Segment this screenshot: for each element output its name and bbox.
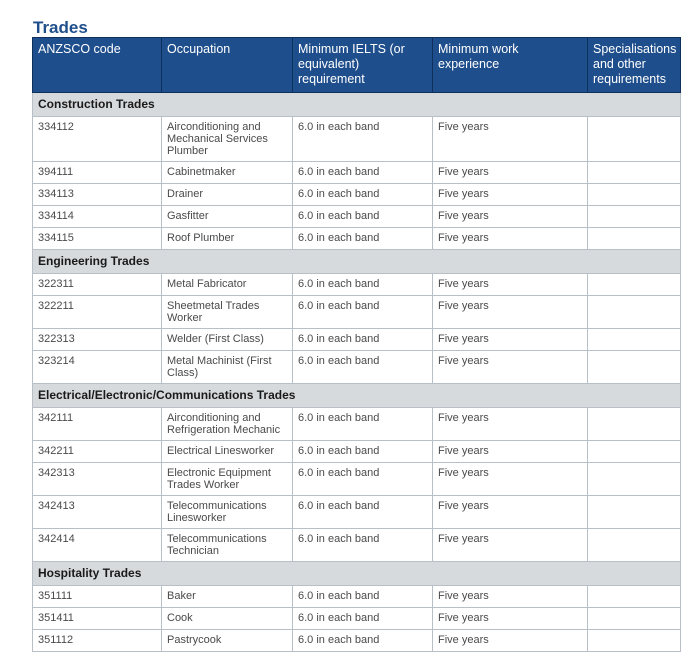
cell-occupation: Airconditioning and Mechanical Services Plumber — [162, 117, 293, 162]
cell-anzsco-code: 322313 — [33, 329, 162, 351]
cell-occupation: Metal Fabricator — [162, 274, 293, 296]
cell-work-experience: Five years — [433, 351, 588, 384]
cell-occupation: Telecommunications Technician — [162, 529, 293, 562]
cell-ielts-requirement: 6.0 in each band — [293, 117, 433, 162]
table-row — [33, 496, 681, 529]
cell-specialisations — [588, 463, 681, 496]
cell-specialisations — [588, 441, 681, 463]
cell-occupation: Roof Plumber — [162, 228, 293, 250]
table-row — [33, 463, 681, 496]
cell-ielts-requirement: 6.0 in each band — [293, 529, 433, 562]
section-header-row — [33, 384, 681, 408]
cell-occupation: Pastrycook — [162, 630, 293, 652]
cell-ielts-requirement: 6.0 in each band — [293, 274, 433, 296]
cell-specialisations — [588, 351, 681, 384]
cell-ielts-requirement: 6.0 in each band — [293, 586, 433, 608]
cell-work-experience: Five years — [433, 441, 588, 463]
cell-work-experience: Five years — [433, 274, 588, 296]
table-row — [33, 608, 681, 630]
cell-specialisations — [588, 608, 681, 630]
cell-occupation: Airconditioning and Refrigeration Mechanic — [162, 408, 293, 441]
cell-anzsco-code: 334112 — [33, 117, 162, 162]
cell-work-experience: Five years — [433, 586, 588, 608]
cell-work-experience: Five years — [433, 496, 588, 529]
cell-specialisations — [588, 162, 681, 184]
cell-specialisations — [588, 296, 681, 329]
cell-anzsco-code: 342414 — [33, 529, 162, 562]
header-anzsco-code: ANZSCO code — [33, 38, 162, 93]
cell-ielts-requirement: 6.0 in each band — [293, 441, 433, 463]
section-title: Hospitality Trades — [33, 562, 681, 586]
trades-table — [32, 37, 681, 652]
cell-anzsco-code: 342111 — [33, 408, 162, 441]
cell-work-experience: Five years — [433, 463, 588, 496]
cell-anzsco-code: 334115 — [33, 228, 162, 250]
cell-ielts-requirement: 6.0 in each band — [293, 206, 433, 228]
cell-anzsco-code: 351411 — [33, 608, 162, 630]
section-header-row — [33, 250, 681, 274]
cell-anzsco-code: 323214 — [33, 351, 162, 384]
cell-specialisations — [588, 529, 681, 562]
section-header-row — [33, 562, 681, 586]
cell-specialisations — [588, 206, 681, 228]
section-title: Construction Trades — [33, 93, 681, 117]
table-row — [33, 529, 681, 562]
cell-occupation: Telecommunications Linesworker — [162, 496, 293, 529]
table-row — [33, 228, 681, 250]
cell-work-experience: Five years — [433, 228, 588, 250]
cell-ielts-requirement: 6.0 in each band — [293, 630, 433, 652]
cell-anzsco-code: 334113 — [33, 184, 162, 206]
cell-specialisations — [588, 630, 681, 652]
cell-anzsco-code: 342413 — [33, 496, 162, 529]
header-work-experience: Minimum work experience — [433, 38, 588, 93]
cell-work-experience: Five years — [433, 608, 588, 630]
table-row — [33, 441, 681, 463]
cell-work-experience: Five years — [433, 408, 588, 441]
table-row — [33, 351, 681, 384]
cell-occupation: Baker — [162, 586, 293, 608]
cell-ielts-requirement: 6.0 in each band — [293, 463, 433, 496]
cell-specialisations — [588, 117, 681, 162]
cell-specialisations — [588, 329, 681, 351]
cell-anzsco-code: 334114 — [33, 206, 162, 228]
cell-anzsco-code: 322311 — [33, 274, 162, 296]
cell-occupation: Drainer — [162, 184, 293, 206]
cell-specialisations — [588, 228, 681, 250]
cell-work-experience: Five years — [433, 206, 588, 228]
cell-anzsco-code: 342211 — [33, 441, 162, 463]
cell-ielts-requirement: 6.0 in each band — [293, 184, 433, 206]
cell-specialisations — [588, 274, 681, 296]
section-header-row — [33, 93, 681, 117]
table-row — [33, 329, 681, 351]
section-title: Electrical/Electronic/Communications Trades — [33, 384, 681, 408]
cell-ielts-requirement: 6.0 in each band — [293, 329, 433, 351]
cell-ielts-requirement: 6.0 in each band — [293, 228, 433, 250]
cell-ielts-requirement: 6.0 in each band — [293, 408, 433, 441]
header-specialisations: Specialisations and other requirements — [588, 38, 681, 93]
table-row — [33, 206, 681, 228]
cell-occupation: Sheetmetal Trades Worker — [162, 296, 293, 329]
table-row — [33, 184, 681, 206]
table-row — [33, 408, 681, 441]
cell-ielts-requirement: 6.0 in each band — [293, 608, 433, 630]
cell-specialisations — [588, 184, 681, 206]
cell-anzsco-code: 322211 — [33, 296, 162, 329]
table-row — [33, 296, 681, 329]
cell-occupation: Electrical Linesworker — [162, 441, 293, 463]
table-row — [33, 586, 681, 608]
cell-specialisations — [588, 408, 681, 441]
cell-occupation: Cook — [162, 608, 293, 630]
cell-specialisations — [588, 496, 681, 529]
header-occupation: Occupation — [162, 38, 293, 93]
cell-ielts-requirement: 6.0 in each band — [293, 351, 433, 384]
table-body — [33, 93, 681, 652]
cell-occupation: Electronic Equipment Trades Worker — [162, 463, 293, 496]
cell-work-experience: Five years — [433, 296, 588, 329]
section-title: Engineering Trades — [33, 250, 681, 274]
cell-anzsco-code: 351111 — [33, 586, 162, 608]
table-row — [33, 117, 681, 162]
cell-occupation: Cabinetmaker — [162, 162, 293, 184]
cell-ielts-requirement: 6.0 in each band — [293, 162, 433, 184]
table-row — [33, 630, 681, 652]
cell-occupation: Metal Machinist (First Class) — [162, 351, 293, 384]
cell-work-experience: Five years — [433, 162, 588, 184]
cell-anzsco-code: 342313 — [33, 463, 162, 496]
cell-work-experience: Five years — [433, 184, 588, 206]
cell-ielts-requirement: 6.0 in each band — [293, 296, 433, 329]
cell-occupation: Welder (First Class) — [162, 329, 293, 351]
cell-occupation: Gasfitter — [162, 206, 293, 228]
cell-work-experience: Five years — [433, 329, 588, 351]
header-ielts-requirement: Minimum IELTS (or equivalent) requirement — [293, 38, 433, 93]
cell-work-experience: Five years — [433, 630, 588, 652]
cell-work-experience: Five years — [433, 529, 588, 562]
table-header-row — [33, 38, 681, 93]
cell-anzsco-code: 394111 — [33, 162, 162, 184]
table-row — [33, 274, 681, 296]
cell-anzsco-code: 351112 — [33, 630, 162, 652]
page-title: Trades — [33, 18, 88, 38]
table-row — [33, 162, 681, 184]
cell-specialisations — [588, 586, 681, 608]
cell-ielts-requirement: 6.0 in each band — [293, 496, 433, 529]
cell-work-experience: Five years — [433, 117, 588, 162]
